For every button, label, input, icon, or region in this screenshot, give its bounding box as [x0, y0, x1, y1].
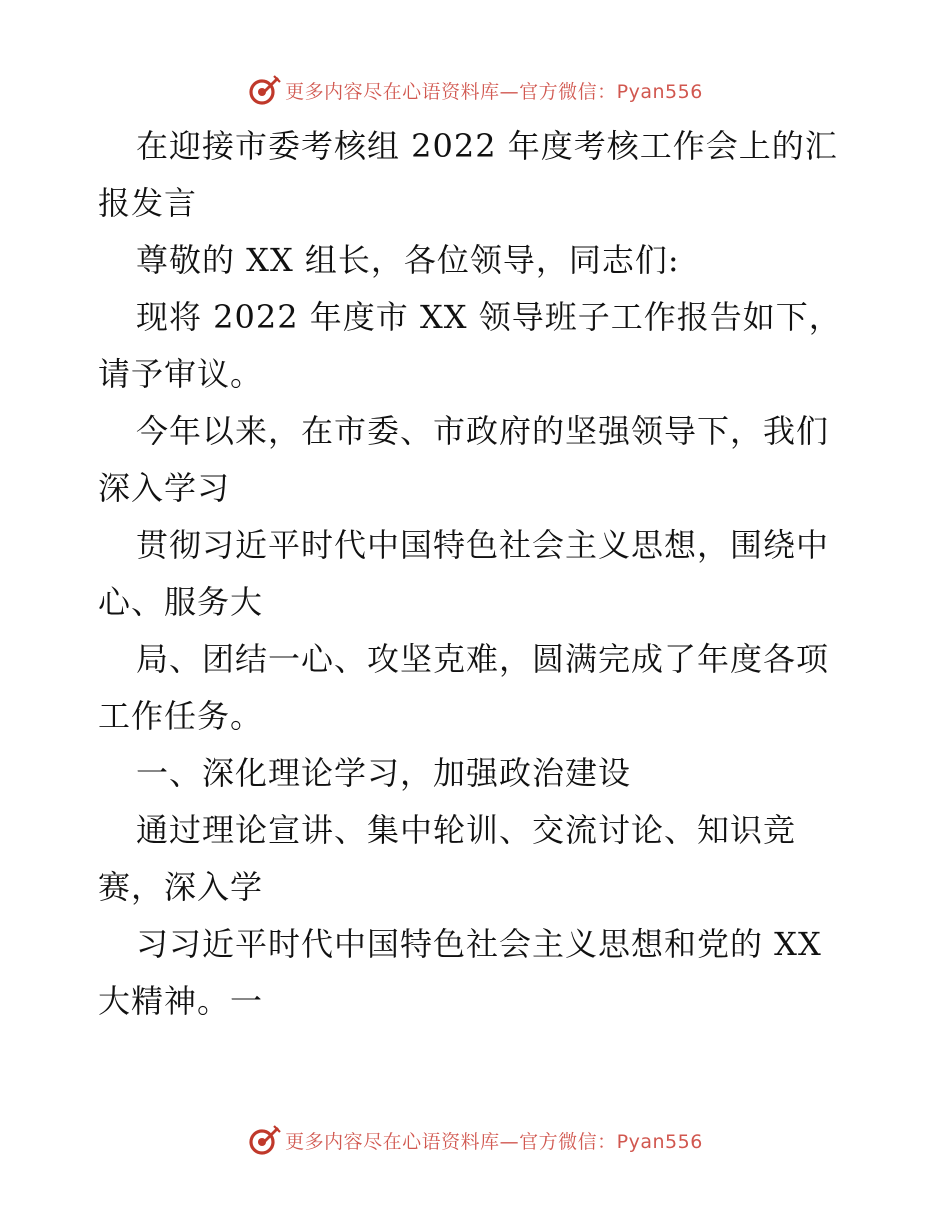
footer-banner — [0, 1122, 950, 1158]
paragraph: 习习近平时代中国特色社会主义思想和党的 XX 大精神。一 — [98, 925, 822, 1020]
header-banner-content — [247, 73, 703, 107]
writing-seal-logo-icon — [247, 1123, 281, 1157]
paragraph: 贯彻习近平时代中国特色社会主义思想，围绕中心、服务大 — [98, 526, 830, 621]
footer-banner-text: 更多内容尽在心语资料库—官方微信：Pyan556 — [285, 1130, 703, 1153]
paragraph: 通过理论宣讲、集中轮训、交流讨论、知识竞赛，深入学 — [98, 811, 797, 906]
document-title: 在迎接市委考核组 2022 年度考核工作会上的汇报发言 — [98, 127, 838, 222]
writing-seal-logo-icon — [247, 73, 281, 107]
section-heading: 一、深化理论学习，加强政治建设 — [136, 754, 632, 792]
paragraph: 今年以来，在市委、市政府的坚强领导下，我们深入学习 — [98, 412, 830, 507]
document-body — [98, 118, 858, 1030]
salutation: 尊敬的 XX 组长，各位领导，同志们: — [136, 241, 680, 279]
paragraph: 现将 2022 年度市 XX 领导班子工作报告如下，请予审议。 — [98, 298, 842, 393]
paragraph: 局、团结一心、攻坚克难，圆满完成了年度各项工作任务。 — [98, 640, 830, 735]
footer-banner-content — [247, 1123, 703, 1157]
header-banner — [0, 72, 950, 108]
header-banner-text: 更多内容尽在心语资料库—官方微信：Pyan556 — [285, 80, 703, 103]
